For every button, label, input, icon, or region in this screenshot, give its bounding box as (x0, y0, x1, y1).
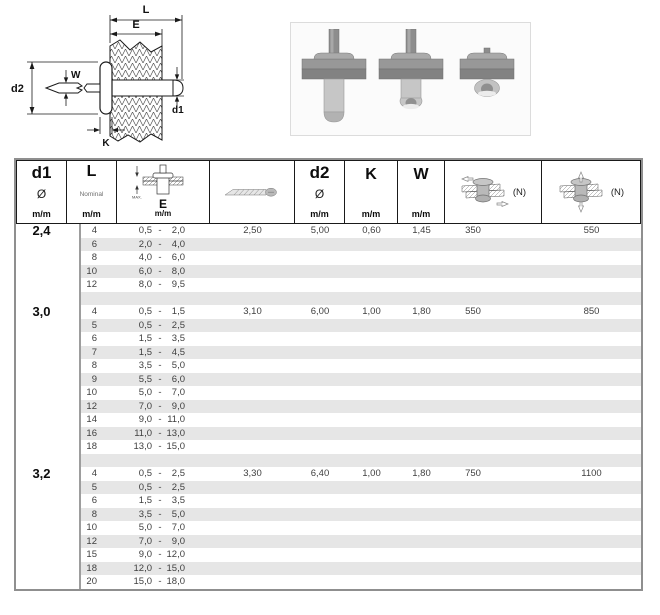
installation-stages-panel (290, 22, 531, 136)
cell-range-dash: - (158, 441, 162, 452)
col-header-w (398, 161, 445, 223)
cell-w-mandrel: 1,80 (412, 306, 431, 317)
cell-grip-from: 5,0 (138, 522, 152, 533)
table-row (16, 346, 641, 360)
table-row (16, 548, 641, 562)
cell-d2-head-diameter: 6,40 (310, 468, 330, 479)
drill-bit-icon (220, 186, 284, 198)
cell-range-dash: - (158, 495, 162, 506)
cell-grip-to: 9,0 (171, 535, 185, 547)
cell-range-dash: - (158, 279, 162, 290)
cell-grip-to: 7,0 (171, 387, 185, 398)
cell-length: 4 (91, 468, 97, 479)
cell-w-mandrel: 1,45 (412, 225, 431, 236)
cell-grip-to: 2,5 (171, 319, 185, 331)
row-stripe (79, 454, 641, 468)
cell-range-dash: - (158, 265, 162, 277)
cell-grip-from: 3,5 (138, 360, 152, 371)
col-header-tensile-strength (542, 161, 640, 223)
shear-strength-icon (460, 171, 510, 213)
table-row (16, 305, 641, 319)
cell-length: 5 (91, 481, 97, 493)
cell-grip-to: 18,0 (166, 576, 185, 587)
cell-grip-from: 0,5 (138, 468, 152, 479)
cell-grip-to: 1,5 (171, 306, 185, 317)
cell-range-dash: - (158, 252, 162, 263)
cell-k-head-height: 0,60 (362, 225, 381, 236)
rivet-spec-table (14, 158, 643, 591)
cell-grip-to: 9,5 (171, 279, 185, 290)
cell-shear-strength: 550 (465, 306, 481, 317)
col-header-shear-strength (445, 161, 542, 223)
col-K-title: K (365, 166, 377, 183)
cell-length: 10 (86, 522, 97, 533)
cell-tensile-strength: 550 (583, 225, 600, 236)
cell-grip-from: 12,0 (133, 562, 152, 574)
cell-range-dash: - (158, 508, 162, 520)
cell-range-dash: - (158, 414, 162, 425)
cell-grip-to: 2,5 (171, 468, 185, 479)
col-W-unit: m/m (411, 209, 431, 219)
table-row (16, 373, 641, 387)
col-header-d1 (17, 161, 67, 223)
cell-range-dash: - (158, 225, 162, 236)
dim-label-E: E (132, 19, 140, 31)
cell-grip-to: 15,0 (166, 441, 185, 452)
cell-drill-diameter: 3,30 (243, 468, 262, 479)
table-row (16, 508, 641, 522)
cell-grip-to: 4,0 (171, 238, 185, 250)
cell-length: 7 (91, 346, 97, 358)
mandrel-stem (84, 84, 100, 92)
cell-grip-to: 13,0 (166, 427, 185, 439)
table-row (16, 251, 641, 265)
cell-range-dash: - (158, 427, 162, 439)
col-L-title: L (86, 163, 97, 180)
cell-range-dash: - (158, 373, 162, 385)
cell-grip-to: 15,0 (166, 562, 185, 574)
cell-range-dash: - (158, 333, 162, 344)
cell-grip-from: 6,0 (138, 265, 152, 277)
cell-length: 12 (86, 400, 97, 412)
table-header (16, 160, 641, 224)
cell-range-dash: - (158, 238, 162, 250)
cell-length: 20 (86, 576, 97, 587)
table-row (16, 440, 641, 454)
diameter-icon: Ø (314, 187, 325, 201)
col-E-title: E (158, 197, 167, 211)
group-spacer-row (16, 292, 641, 306)
col-header-length (67, 161, 117, 223)
table-row (16, 535, 641, 549)
cell-tensile-strength: 1100 (581, 468, 602, 479)
group-d1-label: 3,0 (32, 304, 51, 319)
cell-length: 18 (86, 562, 97, 574)
rivet-dimension-figure (10, 0, 220, 154)
rivet-body-end (173, 80, 183, 96)
cell-drill-diameter: 2,50 (243, 225, 262, 236)
group-spacer-row (16, 454, 641, 468)
cell-range-dash: - (158, 387, 162, 398)
cell-k-head-height: 1,00 (362, 306, 381, 317)
col-header-k (345, 161, 398, 223)
max-label: MAX. (132, 194, 142, 199)
cell-length: 12 (86, 279, 97, 290)
cell-range-dash: - (158, 400, 162, 412)
tensile-strength-icon (558, 171, 608, 213)
cell-grip-to: 12,0 (166, 549, 185, 560)
col-K-unit: m/m (361, 209, 381, 219)
cell-length: 15 (86, 549, 97, 560)
cell-grip-from: 0,5 (138, 306, 152, 317)
cell-range-dash: - (158, 346, 162, 358)
cell-length: 4 (91, 306, 97, 317)
cell-grip-from: 1,5 (138, 495, 152, 506)
cell-grip-from: 9,0 (138, 549, 152, 560)
table-row (16, 238, 641, 252)
cell-range-dash: - (158, 360, 162, 371)
cell-grip-to: 9,0 (171, 400, 185, 412)
table-row (16, 467, 641, 481)
cell-grip-to: 5,0 (171, 508, 185, 520)
cell-grip-to: 8,0 (171, 265, 185, 277)
table-body (16, 224, 641, 589)
dim-label-L: L (142, 4, 150, 16)
cell-k-head-height: 1,00 (362, 468, 381, 479)
col-header-grip-range (117, 161, 210, 223)
cell-grip-from: 0,5 (138, 481, 152, 493)
cell-grip-from: 5,5 (138, 373, 152, 385)
cell-grip-to: 4,5 (171, 346, 185, 358)
cell-range-dash: - (158, 562, 162, 574)
cell-grip-to: 2,5 (171, 481, 185, 493)
col-header-drill (210, 161, 295, 223)
cell-range-dash: - (158, 319, 162, 331)
cell-length: 8 (91, 252, 97, 263)
col-E-unit: m/m (154, 209, 172, 218)
cell-grip-from: 4,0 (138, 252, 152, 263)
cell-length: 8 (91, 508, 97, 520)
cell-length: 6 (91, 333, 97, 344)
table-row (16, 359, 641, 373)
table-row (16, 332, 641, 346)
dim-label-d1: d1 (172, 105, 184, 116)
cell-range-dash: - (158, 549, 162, 560)
cell-grip-to: 3,5 (171, 333, 185, 344)
table-row (16, 278, 641, 292)
cell-length: 5 (91, 319, 97, 331)
grip-range-icon (131, 163, 195, 199)
dim-label-K: K (102, 138, 110, 149)
rivet-dimension-diagram-icon (10, 0, 215, 152)
col-d2-unit: m/m (310, 209, 329, 219)
table-row (16, 386, 641, 400)
cell-length: 6 (91, 495, 97, 506)
cell-grip-from: 7,0 (138, 535, 152, 547)
cell-range-dash: - (158, 306, 162, 317)
row-stripe (79, 292, 641, 306)
cell-shear-strength: 350 (465, 225, 481, 236)
cell-range-dash: - (158, 535, 162, 547)
cell-range-dash: - (158, 481, 162, 493)
mandrel-head (46, 83, 82, 93)
col-L-unit: m/m (82, 209, 101, 219)
col-W-title: W (413, 166, 429, 183)
cell-grip-from: 11,0 (134, 427, 152, 439)
table-row (16, 400, 641, 414)
stage-setting-icon (378, 29, 444, 129)
cell-length: 6 (91, 238, 97, 250)
table-row (16, 562, 641, 576)
cell-grip-from: 0,5 (138, 319, 152, 331)
cell-d2-head-diameter: 6,00 (310, 306, 330, 317)
table-row (16, 224, 641, 238)
tensile-unit-label: (N) (610, 186, 625, 198)
dim-label-W: W (71, 70, 81, 81)
cell-length: 8 (91, 360, 97, 371)
cell-w-mandrel: 1,80 (412, 468, 431, 479)
cell-length: 16 (86, 427, 97, 439)
group-d1-label: 3,2 (32, 466, 51, 481)
table-row (16, 319, 641, 333)
cell-grip-to: 7,0 (171, 522, 185, 533)
cell-length: 12 (86, 535, 97, 547)
col-d1-unit: m/m (32, 209, 51, 219)
cell-grip-from: 15,0 (133, 576, 152, 587)
cell-grip-from: 7,0 (138, 400, 152, 412)
cell-length: 9 (91, 373, 97, 385)
cell-length: 4 (91, 225, 97, 236)
cell-grip-from: 13,0 (133, 441, 152, 452)
diameter-icon: Ø (36, 187, 47, 201)
cell-grip-from: 9,0 (138, 414, 152, 425)
shear-unit-label: (N) (512, 186, 527, 198)
cell-grip-to: 11,0 (167, 414, 185, 425)
table-row (16, 521, 641, 535)
table-row (16, 413, 641, 427)
rivet-head (100, 62, 112, 114)
table-row (16, 575, 641, 589)
cell-range-dash: - (158, 468, 162, 479)
col-d2-title: d2 (309, 163, 330, 182)
cell-grip-to: 3,5 (171, 495, 185, 506)
cell-grip-from: 8,0 (138, 279, 152, 290)
col-d1-title: d1 (31, 163, 52, 182)
cell-grip-from: 5,0 (138, 387, 152, 398)
cell-range-dash: - (158, 576, 162, 587)
cell-d2-head-diameter: 5,00 (310, 225, 330, 236)
cell-grip-to: 5,0 (171, 360, 185, 371)
cell-grip-from: 1,5 (138, 346, 152, 358)
table-row (16, 265, 641, 279)
table-row (16, 427, 641, 441)
dim-label-d2: d2 (11, 83, 24, 95)
cell-grip-to: 6,0 (171, 252, 185, 263)
group-d1-label: 2,4 (32, 223, 51, 238)
cell-drill-diameter: 3,10 (243, 306, 262, 317)
cell-tensile-strength: 850 (583, 306, 600, 317)
cell-range-dash: - (158, 522, 162, 533)
table-row (16, 481, 641, 495)
cell-length: 10 (86, 265, 97, 277)
stage-set-icon (454, 29, 520, 129)
cell-grip-from: 1,5 (138, 333, 152, 344)
rivet-body (111, 80, 173, 96)
stage-inserted-icon (301, 29, 367, 129)
table-row (16, 494, 641, 508)
cell-grip-to: 6,0 (171, 373, 185, 385)
cell-grip-from: 3,5 (138, 508, 152, 520)
cell-shear-strength: 750 (465, 468, 481, 479)
cell-length: 14 (86, 414, 97, 425)
cell-length: 18 (86, 441, 97, 452)
cell-grip-from: 2,0 (138, 238, 152, 250)
cell-grip-from: 0,5 (138, 225, 152, 236)
col-header-d2 (295, 161, 345, 223)
cell-grip-to: 2,0 (171, 225, 185, 236)
cell-length: 10 (86, 387, 97, 398)
col-L-note: Nominal (79, 190, 104, 198)
